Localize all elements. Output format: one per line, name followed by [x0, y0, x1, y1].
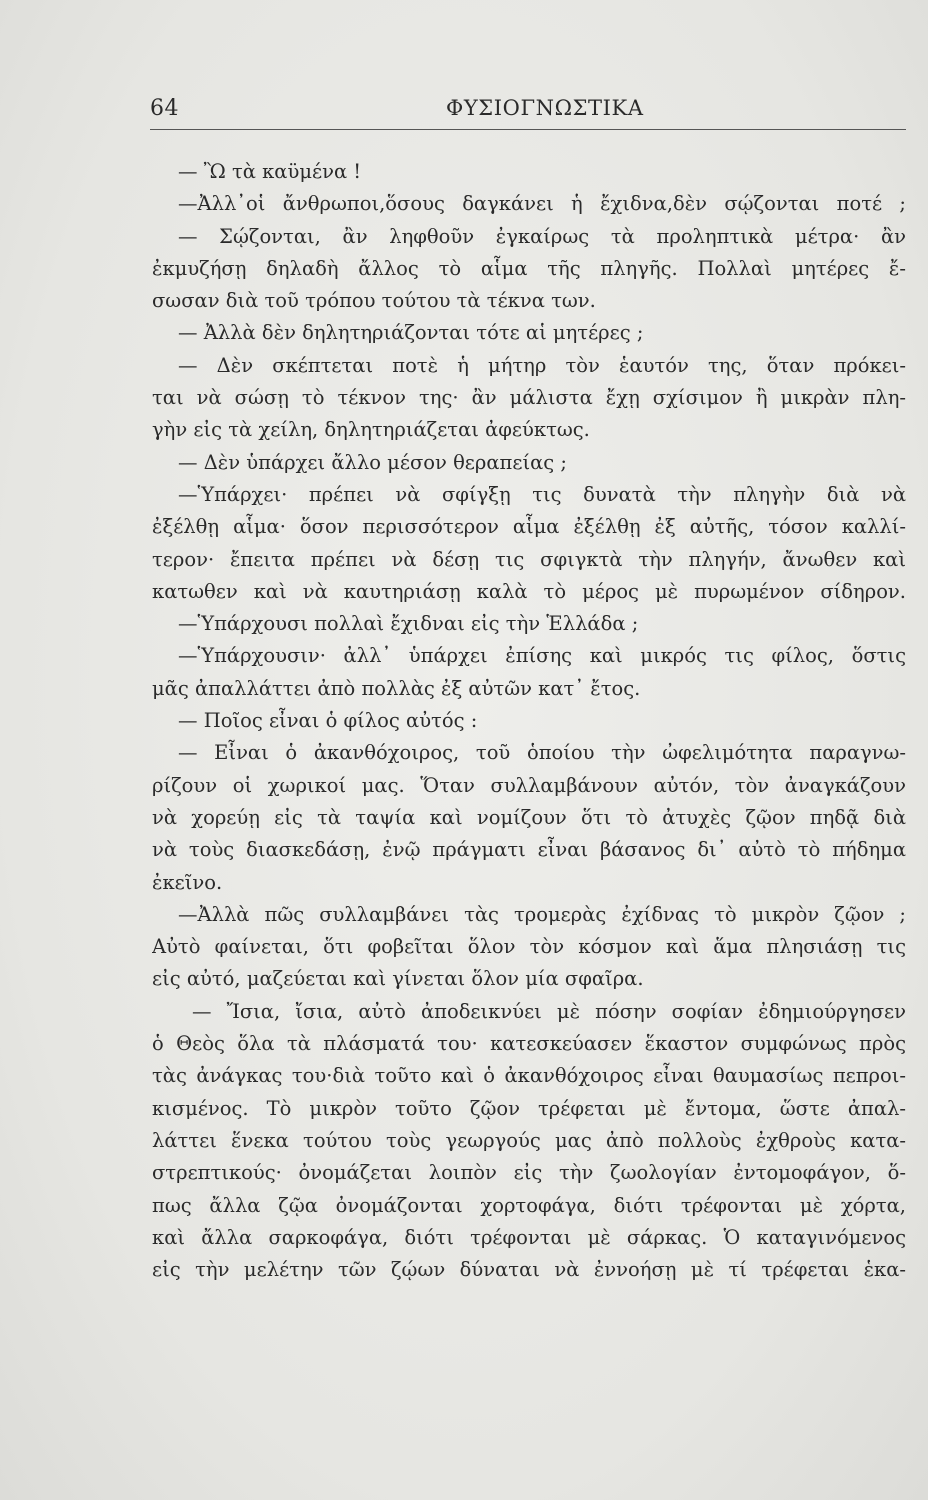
running-title: ΦΥΣΙΟΓΝΩΣΤΙΚΑ — [446, 96, 644, 120]
text-line: —Ὑπάρχει· πρέπει νὰ σφίγξῃ τις δυνατὰ τὴν πληγὴν διὰ νὰ — [178, 482, 906, 506]
text-line: κατωθεν καὶ νὰ καυτηριάσῃ καλὰ τὸ μέρος μὲ πυρωμένον σίδηρον. — [152, 579, 906, 603]
text-line: ἐκμυζήσῃ δηλαδὴ ἄλλος τὸ αἷμα τῆς πληγῆς. Πολλαὶ μητέρες ἔ- — [152, 256, 906, 280]
text-line: ἐκεῖνο. — [152, 870, 223, 894]
text-line: ἐξέλθῃ αἷμα· ὅσον περισσότερον αἷμα ἐξέλθῃ ἐξ αὐτῆς, τόσον καλλί- — [152, 515, 906, 539]
text-line: πως ἄλλα ζῷα ὀνομάζονται χορτοφάγα, διότι τρέφονται μὲ χόρτα, — [152, 1193, 906, 1217]
text-line: — Δὲν σκέπτεται ποτὲ ἡ μήτηρ τὸν ἑαυτόν της, ὅταν πρόκει- — [178, 353, 906, 377]
text-line: ται νὰ σώσῃ τὸ τέκνον της· ἂν μάλιστα ἔχῃ σχίσιμον ἢ μικρὰν πλη- — [152, 386, 906, 410]
page-header — [150, 96, 910, 130]
text-line: καὶ ἄλλα σαρκοφάγα, διότι τρέφονται μὲ σάρκας. Ὁ καταγινόμενος — [152, 1225, 906, 1249]
text-line: κισμένος. Τὸ μικρὸν τοῦτο ζῷον τρέφεται μὲ ἔντομα, ὥστε ἀπαλ- — [152, 1096, 906, 1120]
body-text — [152, 156, 906, 1286]
text-line: —Ὑπάρχουσι πολλαὶ ἔχιδναι εἰς τὴν Ἑλλάδα ; — [178, 612, 639, 636]
text-line: εἰς αὐτό, μαζεύεται καὶ γίνεται ὅλον μία σφαῖρα. — [152, 967, 644, 991]
text-line: Αὐτὸ φαίνεται, ὅτι φοβεῖται ὅλον τὸν κόσμον καὶ ἅμα πλησιάσῃ τις — [152, 935, 906, 959]
text-line: — Ὢ τὰ καϋμένα ! — [178, 160, 362, 183]
text-line: λάττει ἕνεκα τούτου τοὺς γεωργούς μας ἀπὸ πολλοὺς ἐχθροὺς κατα- — [152, 1128, 906, 1152]
text-line: — Ποῖος εἶναι ὁ φίλος αὐτός : — [178, 709, 478, 733]
text-line: — Σῴζονται, ἂν ληφθοῦν ἐγκαίρως τὰ προληπτικὰ μέτρα· ἂν — [178, 224, 906, 248]
text-line: — Δὲν ὑπάρχει ἄλλο μέσον θεραπείας ; — [178, 450, 567, 474]
text-line: νὰ χορεύῃ εἰς τὰ ταψία καὶ νομίζουν ὅτι τὸ ἀτυχὲς ζῷον πηδᾷ διὰ — [152, 805, 906, 829]
text-line: γὴν εἰς τὰ χείλη, δηλητηριάζεται ἀφεύκτως. — [152, 418, 590, 442]
text-line: νὰ τοὺς διασκεδάσῃ, ἐνῷ πράγματι εἶναι βάσανος δι᾽ αὐτὸ τὸ πήδημα — [152, 838, 906, 862]
text-line: —Ἀλλὰ πῶς συλλαμβάνει τὰς τρομερὰς ἐχίδνας τὸ μικρὸν ζῷον ; — [178, 902, 906, 926]
text-line: τὰς ἀνάγκας του·διὰ τοῦτο καὶ ὁ ἀκανθόχοιρος εἶναι θαυμασίως πεπροι- — [152, 1064, 906, 1088]
text-line: — Ἀλλὰ δὲν δηλητηριάζονται τότε αἱ μητέρες ; — [178, 321, 644, 345]
text-line: σωσαν διὰ τοῦ τρόπου τούτου τὰ τέκνα των. — [152, 289, 596, 313]
header-rule — [150, 129, 906, 130]
text-line: —Ὑπάρχουσιν· ἀλλ᾽ ὑπάρχει ἐπίσης καὶ μικρός τις φίλος, ὅστις — [178, 644, 906, 668]
text-line: — Εἶναι ὁ ἀκανθόχοιρος, τοῦ ὁποίου τὴν ὠφελιμότητα παραγνω- — [178, 741, 906, 765]
text-line: τερον· ἔπειτα πρέπει νὰ δέσῃ τις σφιγκτὰ τὴν πληγήν, ἄνωθεν καὶ — [152, 547, 906, 571]
text-line: στρεπτικούς· ὀνομάζεται λοιπὸν εἰς τὴν ζωολογίαν ἐντομοφάγον, ὅ- — [152, 1161, 906, 1185]
text-line: — Ἴσια, ἴσια, αὐτὸ ἀποδεικνύει μὲ πόσην σοφίαν ἐδημιούργησεν — [192, 999, 906, 1023]
text-line: —Ἀλλ᾽οἱ ἄνθρωποι,ὅσους δαγκάνει ἡ ἔχιδνα,δὲν σῴζονται ποτέ ; — [178, 192, 906, 216]
text-line: ὁ Θεὸς ὅλα τὰ πλάσματά του· κατεσκεύασεν ἕκαστον συμφώνως πρὸς — [152, 1032, 906, 1056]
text-line: μᾶς ἀπαλλάττει ἀπὸ πολλὰς ἐξ αὐτῶν κατ᾽ ἔτος. — [152, 676, 641, 700]
page-number: 64 — [150, 96, 179, 121]
text-line: ρίζουν οἱ χωρικοί μας. Ὅταν συλλαμβάνουν αὐτόν, τὸν ἀναγκάζουν — [152, 773, 906, 797]
text-line: εἰς τὴν μελέτην τῶν ζῴων δύναται νὰ ἐννοήσῃ μὲ τί τρέφεται ἑκα- — [152, 1258, 906, 1282]
